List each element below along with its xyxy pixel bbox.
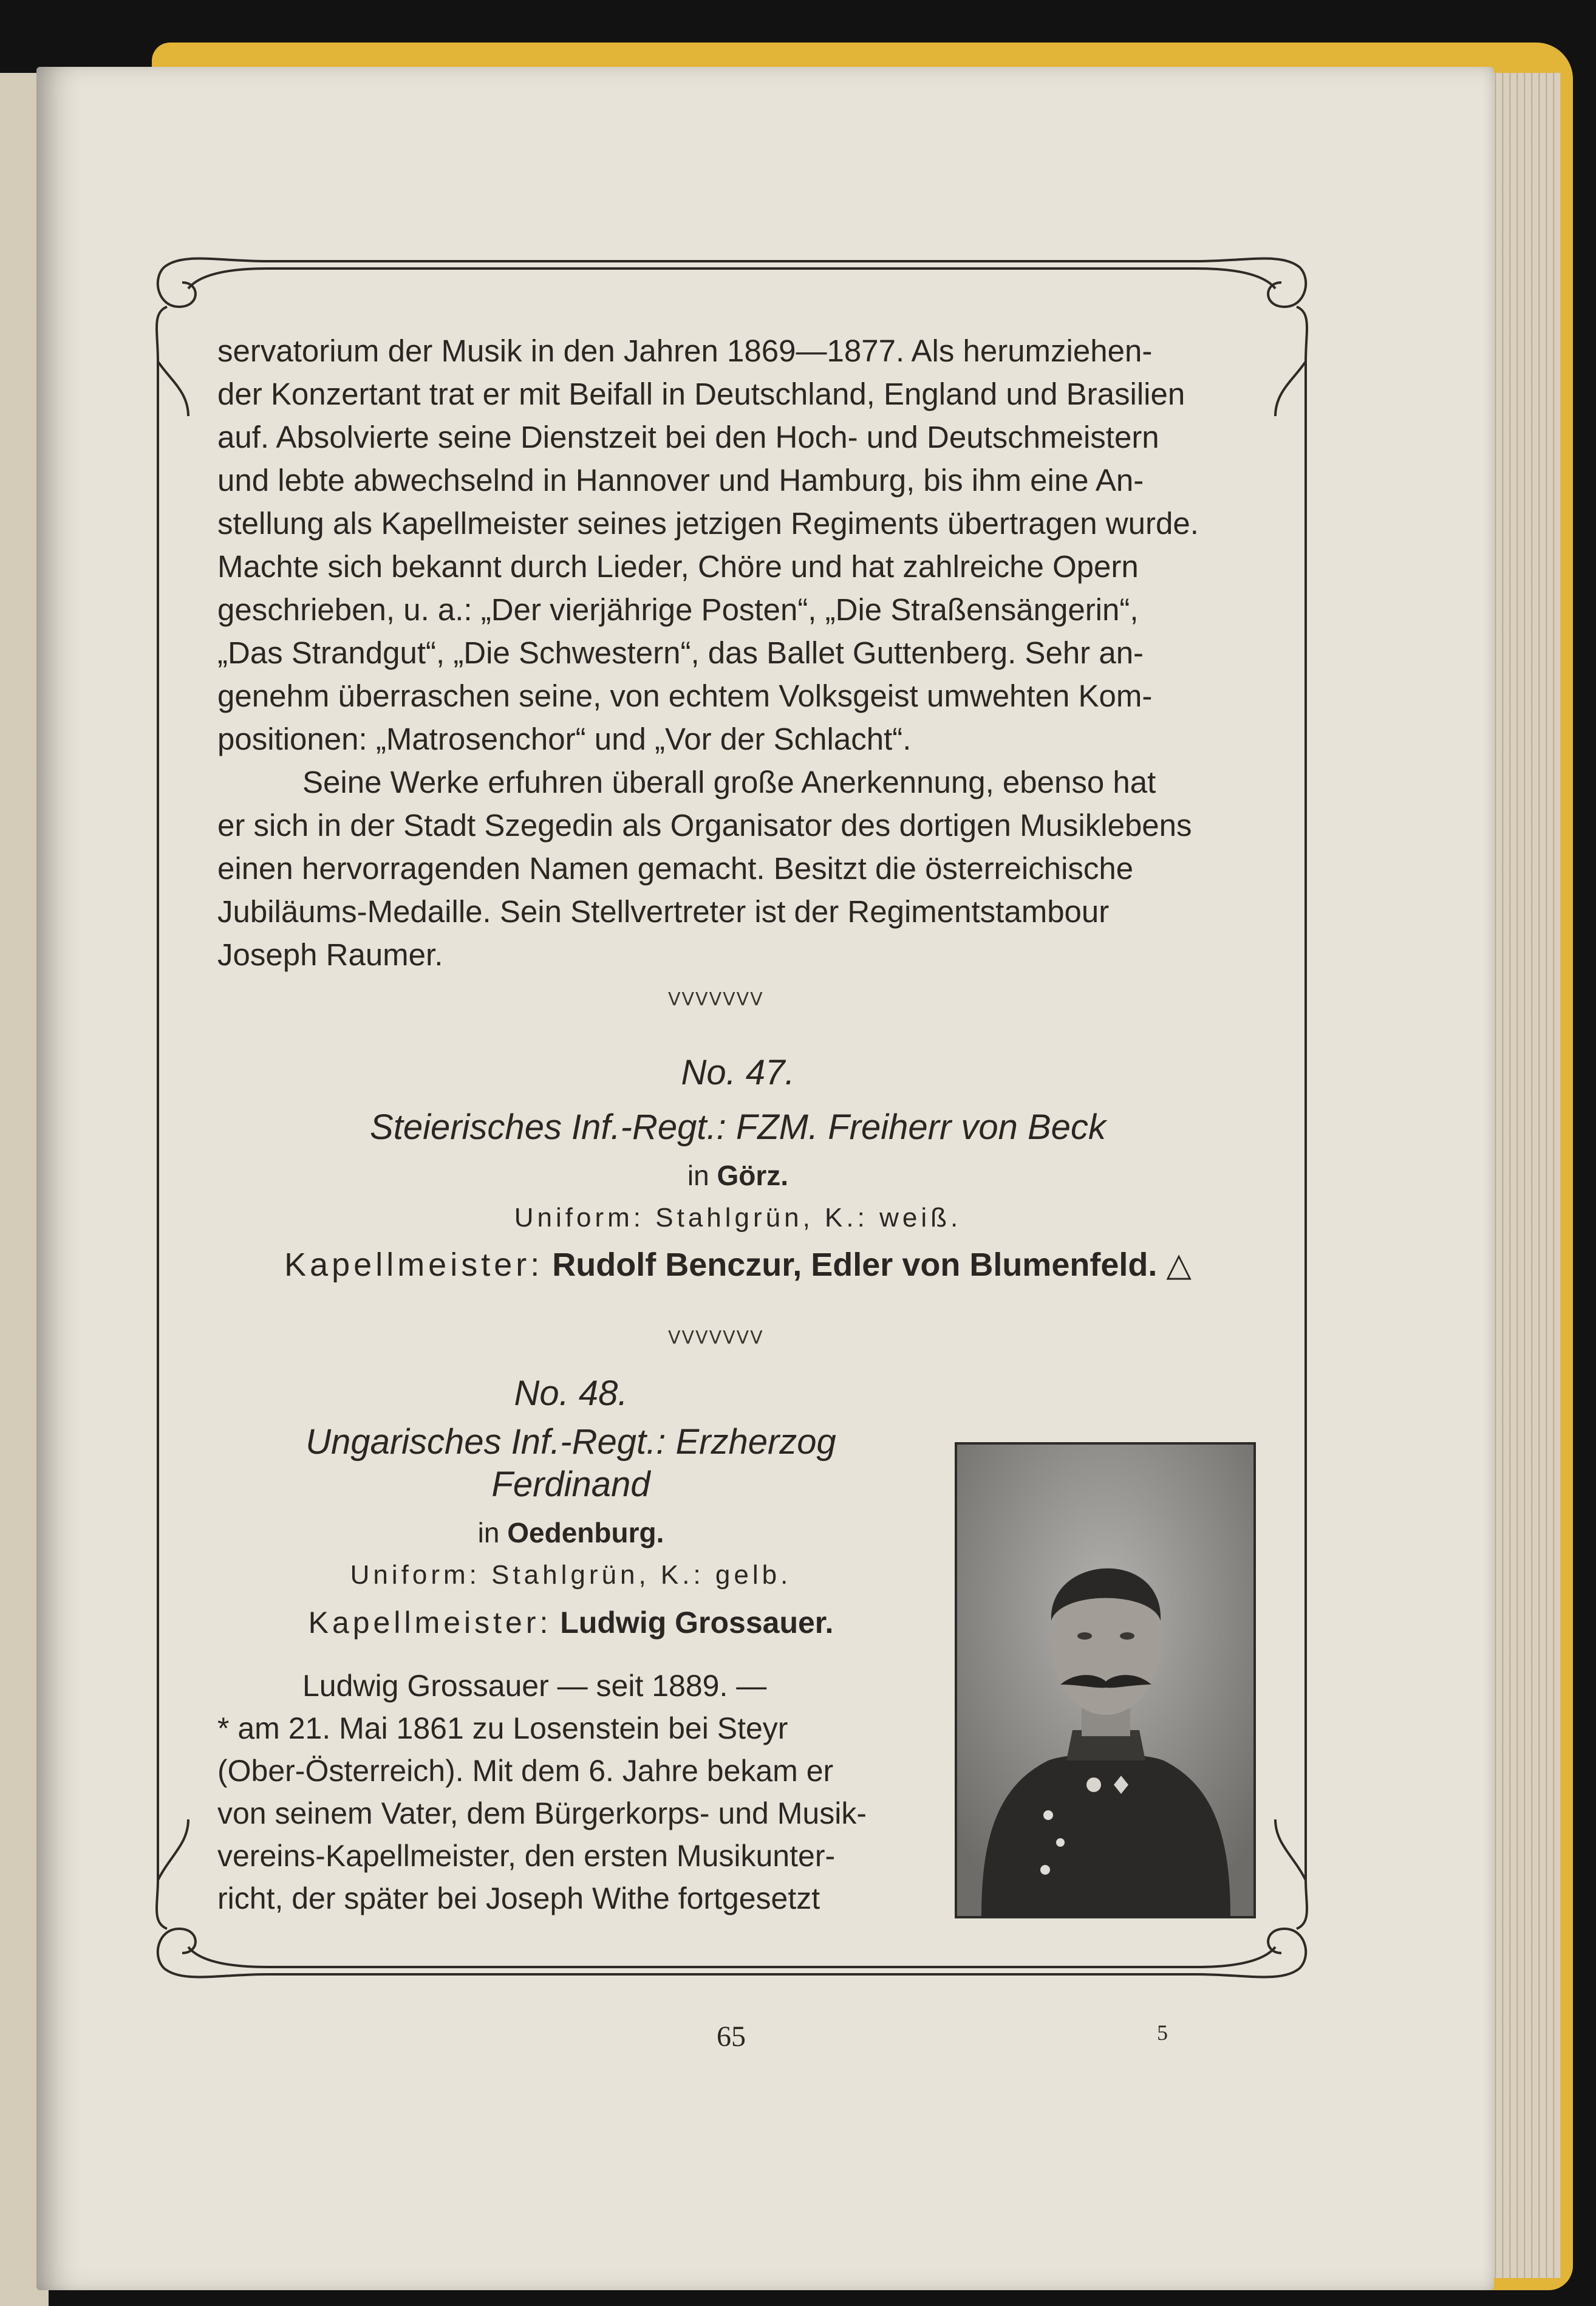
kapellmeister-name: Rudolf Benczur, Edler von Blumenfeld. [552,1247,1158,1283]
text-line: genehm überraschen seine, von echtem Volksgeist umwehten Kom- [217,679,1153,713]
entry-47-number: No. 47. [681,1053,795,1092]
text-line: Machte sich bekannt durch Lieder, Chöre und hat zahlreiche Opern [217,549,1139,584]
location-prefix: in [477,1517,500,1548]
text-line: einen hervorragenden Namen gemacht. Besitzt die österreichische [217,851,1134,886]
text-line: und lebte abwechselnd in Hannover und Hamburg, bis ihm eine An- [217,463,1144,498]
location-prefix: in [687,1160,709,1191]
grossauer-bio [217,1664,892,1920]
triangle-mark-icon: △ [1166,1247,1192,1283]
text-line: servatorium der Musik in den Jahren 1869—1877. Als herumziehen- [217,334,1153,368]
text-line: auf. Absolvierte seine Dienstzeit bei den Hoch- und Deutschmeistern [217,420,1159,454]
kapellmeister-name: Ludwig Grossauer. [560,1606,834,1640]
text-line: positionen: „Matrosenchor“ und „Vor der Schlacht“. [217,722,912,756]
text-line: vereins-Kapellmeister, den ersten Musikunter- [217,1839,836,1873]
text-line: der Konzertant trat er mit Beifall in Deutschland, England und Brasilien [217,377,1185,411]
entry-48-location [255,1516,887,1549]
text-line: stellung als Kapellmeister seines jetzigen Regiments übertragen wurde. [217,506,1199,541]
location-name: Oedenburg. [507,1517,664,1548]
entry-47-uniform: Uniform: Stahlgrün, K.: weiß. [514,1203,962,1233]
kapellmeister-label: Kapellmeister: [284,1247,544,1283]
text-line: Joseph Raumer. [217,937,443,972]
entry-47-regiment: Steierisches Inf.-Regt.: FZM. Freiherr von Beck [370,1107,1106,1147]
entry-47-location [217,1159,1258,1192]
signature-mark: 5 [1157,2020,1168,2045]
text-line: geschrieben, u. a.: „Der vierjährige Posten“, „Die Straßensängerin“, [217,592,1139,627]
text-line: von seinem Vater, dem Bürgerkorps- und Musik- [217,1796,867,1830]
entry-48-kapellmeister [255,1605,887,1640]
text-line: (Ober-Österreich). Mit dem 6. Jahre bekam er [217,1754,834,1788]
text-line: richt, der später bei Joseph Withe fortgesetzt [217,1881,820,1915]
text-line: „Das Strandgut“, „Die Schwestern“, das Ballet Guttenberg. Sehr an- [217,635,1144,670]
entry-48-regiment-line1: Ungarisches Inf.-Regt.: Erzherzog [305,1422,836,1462]
entry-48-uniform: Uniform: Stahlgrün, K.: gelb. [350,1560,792,1590]
page-number: 65 [717,2020,746,2053]
continuation-paragraph [217,329,1258,976]
entry-48-number: No. 48. [514,1374,628,1413]
kapellmeister-label: Kapellmeister: [308,1606,552,1640]
text-line: er sich in der Stadt Szegedin als Organisator des dortigen Musiklebens [217,808,1192,843]
entry-47-kapellmeister [217,1245,1258,1284]
text-line: Seine Werke erfuhren überall große Anerkennung, ebenso hat [302,765,1156,799]
text-line: Jubiläums-Medaille. Sein Stellvertreter ist der Regimentstambour [217,894,1110,929]
location-name: Görz. [717,1160,789,1191]
text-line: * am 21. Mai 1861 zu Losenstein bei Steyr [217,1711,788,1745]
text-line: Ludwig Grossauer — seit 1889. — [302,1669,767,1703]
entry-48-regiment-line2: Ferdinand [491,1465,650,1504]
ornamental-divider: ᐯᐯᐯᐯᐯᐯᐯ [668,989,764,1010]
portrait-photo [955,1442,1256,1918]
portrait-image-icon [957,1445,1253,1916]
ornamental-divider: ᐯᐯᐯᐯᐯᐯᐯ [668,1327,764,1349]
